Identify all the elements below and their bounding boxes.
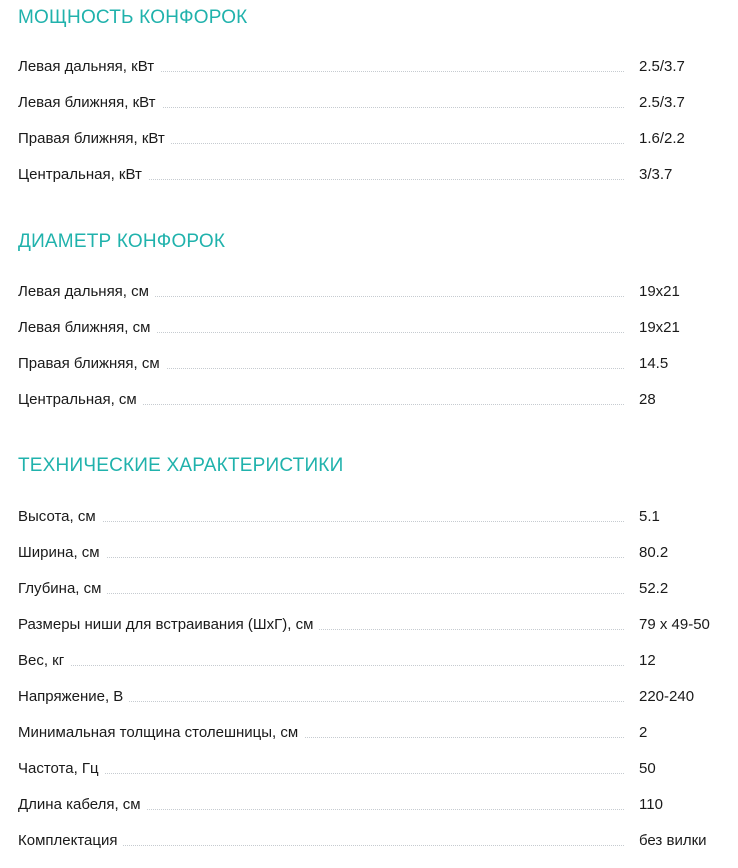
spec-row [18, 607, 730, 643]
spec-value: 110 [639, 796, 663, 813]
spec-label: Левая дальняя, см [18, 283, 155, 301]
spec-label: Размеры ниши для встраивания (ШxГ), см [18, 616, 319, 634]
dotted-leader [18, 665, 624, 666]
spec-value: без вилки [639, 832, 707, 849]
dotted-leader [18, 773, 624, 774]
dotted-leader [18, 593, 624, 594]
spec-row [18, 499, 730, 535]
spec-value: 52.2 [639, 580, 669, 597]
spec-row [18, 274, 730, 310]
spec-label: Левая ближняя, см [18, 319, 156, 337]
spec-row [18, 823, 730, 859]
spec-row [18, 85, 730, 121]
spec-row [18, 382, 730, 418]
spec-label: Длина кабеля, см [18, 796, 147, 814]
spec-value: 79 x 49-50 [639, 616, 710, 633]
spec-row [18, 571, 730, 607]
spec-row [18, 157, 730, 193]
spec-label: Левая ближняя, кВт [18, 94, 162, 112]
spec-row [18, 679, 730, 715]
spec-row [18, 310, 730, 346]
spec-label: Центральная, кВт [18, 166, 148, 184]
spec-value: 2 [639, 724, 648, 741]
spec-value: 28 [639, 391, 656, 408]
spec-value: 19x21 [639, 319, 680, 336]
spec-value: 19x21 [639, 283, 680, 300]
section-title: ТЕХНИЧЕСКИЕ ХАРАКТЕРИСТИКИ [18, 455, 344, 476]
spec-row [18, 787, 730, 823]
spec-label: Левая дальняя, кВт [18, 58, 160, 76]
spec-value: 2.5/3.7 [639, 58, 685, 75]
spec-row [18, 715, 730, 751]
spec-value: 5.1 [639, 508, 660, 525]
spec-label: Частота, Гц [18, 760, 105, 778]
spec-label: Правая ближняя, см [18, 355, 166, 373]
spec-label: Напряжение, В [18, 688, 129, 706]
spec-row [18, 643, 730, 679]
section-title: ДИАМЕТР КОНФОРОК [18, 231, 226, 252]
spec-value: 14.5 [639, 355, 669, 372]
spec-label: Правая ближняя, кВт [18, 130, 171, 148]
spec-value: 1.6/2.2 [639, 130, 685, 147]
spec-row [18, 49, 730, 85]
spec-label: Вес, кг [18, 652, 70, 670]
spec-label: Высота, см [18, 508, 102, 526]
spec-value: 12 [639, 652, 656, 669]
spec-row [18, 346, 730, 382]
spec-label: Комплектация [18, 832, 123, 850]
dotted-leader [18, 557, 624, 558]
spec-value: 80.2 [639, 544, 669, 561]
spec-row [18, 535, 730, 571]
spec-value: 50 [639, 760, 656, 777]
dotted-leader [18, 521, 624, 522]
spec-label: Центральная, см [18, 391, 143, 409]
spec-value: 3/3.7 [639, 166, 673, 183]
spec-row [18, 751, 730, 787]
spec-label: Ширина, см [18, 544, 106, 562]
spec-label: Глубина, см [18, 580, 107, 598]
spec-value: 2.5/3.7 [639, 94, 685, 111]
section-title: МОЩНОСТЬ КОНФОРОК [18, 7, 248, 28]
spec-label: Минимальная толщина столешницы, см [18, 724, 304, 742]
spec-value: 220-240 [639, 688, 695, 705]
spec-row [18, 121, 730, 157]
